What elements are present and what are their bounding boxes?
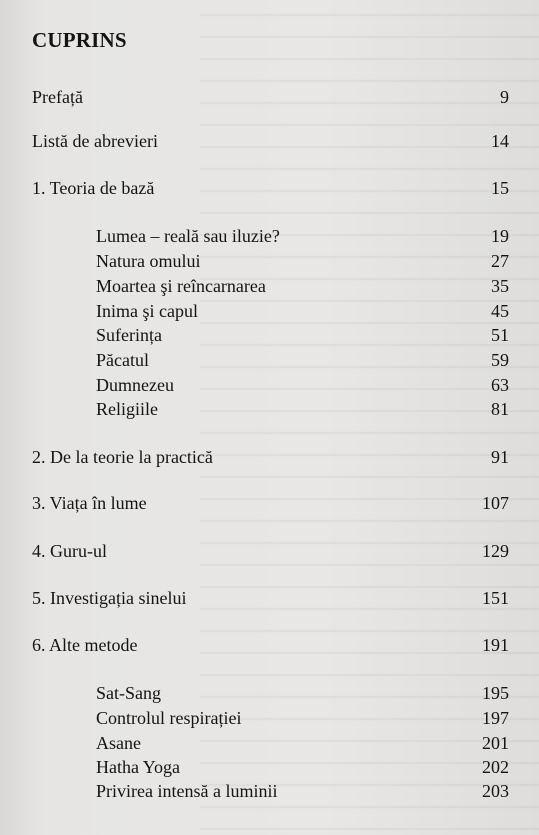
toc-entry-page: 9 <box>500 87 509 107</box>
toc-entry-section[interactable] <box>0 223 539 249</box>
toc-entry-page: 91 <box>491 447 509 467</box>
toc-entry-label: Sat-Sang <box>96 683 161 703</box>
toc-entry-label: Religiile <box>96 399 158 419</box>
toc-entry-page: 14 <box>491 131 509 151</box>
toc-entry-section[interactable] <box>0 273 539 299</box>
toc-entry-page: 19 <box>491 226 509 246</box>
toc-entry-label: 3. Viața în lume <box>32 493 147 513</box>
toc-entry-page: 59 <box>491 350 509 370</box>
toc-entry-page: 27 <box>491 251 509 271</box>
toc-entry-section[interactable] <box>0 347 539 373</box>
toc-entry-label: Suferința <box>96 325 162 345</box>
toc-entry-page: 107 <box>482 493 509 513</box>
toc-heading: CUPRINS <box>32 28 127 52</box>
toc-entry-page: 51 <box>491 325 509 345</box>
toc-entry-chapter-3[interactable] <box>0 490 539 516</box>
toc-entry-page: 15 <box>491 178 509 198</box>
toc-entry-section[interactable] <box>0 730 539 756</box>
toc-entry-label: Prefață <box>32 87 83 107</box>
toc-entry-section[interactable] <box>0 248 539 274</box>
toc-entry-label: Moartea şi reîncarnarea <box>96 276 266 296</box>
toc-entry-chapter-5[interactable] <box>0 585 539 611</box>
toc-entry-page: 35 <box>491 276 509 296</box>
toc-entry-label: 4. Guru-ul <box>32 541 107 561</box>
toc-entry-page: 151 <box>482 588 509 608</box>
toc-entry-page: 129 <box>482 541 509 561</box>
toc-entry-label: Dumnezeu <box>96 375 174 395</box>
toc-entry-section[interactable] <box>0 298 539 324</box>
toc-entry-label: 5. Investigația sinelui <box>32 588 187 608</box>
toc-entry-page: 81 <box>491 399 509 419</box>
toc-entry-label: Privirea intensă a luminii <box>96 781 278 801</box>
toc-entry-page: 203 <box>482 781 509 801</box>
toc-entry-label: Inima şi capul <box>96 301 198 321</box>
toc-entry-page: 202 <box>482 757 509 777</box>
toc-entry-page: 197 <box>482 708 509 728</box>
toc-entry-section[interactable] <box>0 396 539 422</box>
toc-entry-page: 63 <box>491 375 509 395</box>
toc-entry-page: 191 <box>482 635 509 655</box>
toc-entry-label: Păcatul <box>96 350 149 370</box>
toc-entry-section[interactable] <box>0 705 539 731</box>
toc-entry-page: 195 <box>482 683 509 703</box>
toc-entry-section[interactable] <box>0 754 539 780</box>
toc-entry-label: 6. Alte metode <box>32 635 138 655</box>
toc-entry-chapter-6[interactable] <box>0 632 539 658</box>
toc-entry-page: 45 <box>491 301 509 321</box>
toc-entry-abbreviations[interactable] <box>0 128 539 154</box>
toc-entry-preface[interactable] <box>0 84 539 110</box>
toc-entry-label: Hatha Yoga <box>96 757 180 777</box>
toc-entry-label: Lumea – reală sau iluzie? <box>96 226 280 246</box>
toc-entry-chapter-4[interactable] <box>0 538 539 564</box>
toc-entry-section[interactable] <box>0 322 539 348</box>
toc-entry-label: 1. Teoria de bază <box>32 178 155 198</box>
toc-entry-section[interactable] <box>0 778 539 804</box>
toc-entry-page: 201 <box>482 733 509 753</box>
toc-entry-label: Controlul respirației <box>96 708 242 728</box>
toc-entry-label: Asane <box>96 733 141 753</box>
toc-entry-label: 2. De la teorie la practică <box>32 447 213 467</box>
toc-entry-chapter-1[interactable] <box>0 175 539 201</box>
toc-entry-section[interactable] <box>0 372 539 398</box>
toc-entry-label: Listă de abrevieri <box>32 131 158 151</box>
toc-entry-chapter-2[interactable] <box>0 444 539 470</box>
toc-entry-label: Natura omului <box>96 251 201 271</box>
toc-entry-section[interactable] <box>0 680 539 706</box>
